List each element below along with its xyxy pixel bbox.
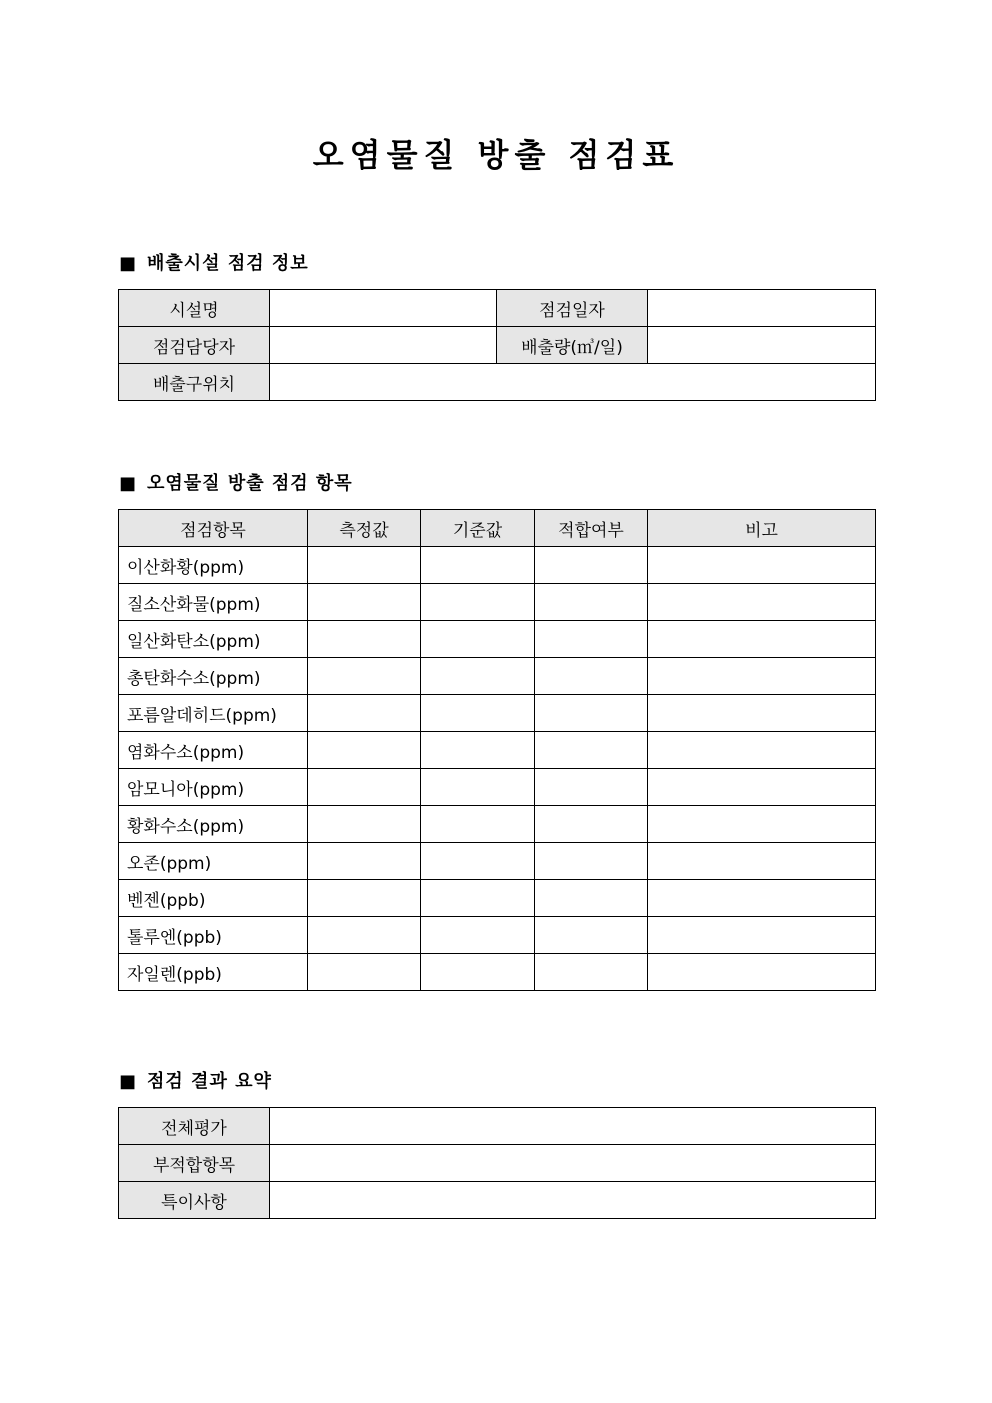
black-square-icon: ■ bbox=[119, 473, 138, 494]
note-field[interactable] bbox=[648, 806, 876, 843]
special-notes-field[interactable] bbox=[270, 1182, 876, 1219]
emission-amount-field[interactable] bbox=[648, 327, 876, 364]
measured-value-field[interactable] bbox=[308, 843, 421, 880]
column-header-item: 점검항목 bbox=[119, 510, 308, 547]
pollutant-name-cell: 염화수소(ppm) bbox=[119, 732, 308, 769]
standard-value-field[interactable] bbox=[421, 695, 535, 732]
note-field[interactable] bbox=[648, 621, 876, 658]
standard-value-field[interactable] bbox=[421, 954, 535, 991]
measured-value-field[interactable] bbox=[308, 917, 421, 954]
note-field[interactable] bbox=[648, 547, 876, 584]
standard-value-field[interactable] bbox=[421, 769, 535, 806]
standard-value-field[interactable] bbox=[421, 806, 535, 843]
nonconforming-items-label: 부적합항목 bbox=[119, 1145, 270, 1182]
special-notes-label: 특이사항 bbox=[119, 1182, 270, 1219]
section-heading-summary-text: 점검 결과 요약 bbox=[147, 1071, 272, 1092]
overall-evaluation-field[interactable] bbox=[270, 1108, 876, 1145]
inspector-label: 점검담당자 bbox=[119, 327, 270, 364]
standard-value-field[interactable] bbox=[421, 843, 535, 880]
section-heading-facility-text: 배출시설 점검 정보 bbox=[147, 253, 309, 274]
table-row bbox=[119, 584, 876, 621]
pollutant-name-cell: 황화수소(ppm) bbox=[119, 806, 308, 843]
pollutant-name-cell: 오존(ppm) bbox=[119, 843, 308, 880]
table-row bbox=[119, 917, 876, 954]
table-row bbox=[119, 880, 876, 917]
table-row bbox=[119, 364, 876, 401]
document-title: 오염물질 방출 점검표 bbox=[312, 136, 680, 174]
nonconforming-items-field[interactable] bbox=[270, 1145, 876, 1182]
table-row bbox=[119, 547, 876, 584]
standard-value-field[interactable] bbox=[421, 732, 535, 769]
note-field[interactable] bbox=[648, 917, 876, 954]
column-header-note: 비고 bbox=[648, 510, 876, 547]
compliance-field[interactable] bbox=[535, 547, 648, 584]
inspection-date-label: 점검일자 bbox=[497, 290, 648, 327]
table-row bbox=[119, 843, 876, 880]
measured-value-field[interactable] bbox=[308, 806, 421, 843]
table-row bbox=[119, 954, 876, 991]
pollutant-name-cell: 포름알데히드(ppm) bbox=[119, 695, 308, 732]
table-header-row bbox=[119, 510, 876, 547]
table-row bbox=[119, 1145, 876, 1182]
compliance-field[interactable] bbox=[535, 658, 648, 695]
measured-value-field[interactable] bbox=[308, 769, 421, 806]
section-heading-summary bbox=[119, 1070, 272, 1094]
column-header-measured: 측정값 bbox=[308, 510, 421, 547]
table-row bbox=[119, 806, 876, 843]
pollutant-name-cell: 질소산화물(ppm) bbox=[119, 584, 308, 621]
column-header-standard: 기준값 bbox=[421, 510, 535, 547]
measured-value-field[interactable] bbox=[308, 695, 421, 732]
pollutant-name-cell: 암모니아(ppm) bbox=[119, 769, 308, 806]
compliance-field[interactable] bbox=[535, 917, 648, 954]
facility-info-table bbox=[118, 289, 876, 401]
measured-value-field[interactable] bbox=[308, 621, 421, 658]
compliance-field[interactable] bbox=[535, 806, 648, 843]
measured-value-field[interactable] bbox=[308, 880, 421, 917]
note-field[interactable] bbox=[648, 732, 876, 769]
overall-evaluation-label: 전체평가 bbox=[119, 1108, 270, 1145]
note-field[interactable] bbox=[648, 769, 876, 806]
standard-value-field[interactable] bbox=[421, 621, 535, 658]
note-field[interactable] bbox=[648, 843, 876, 880]
outlet-location-label: 배출구위치 bbox=[119, 364, 270, 401]
table-row bbox=[119, 621, 876, 658]
inspector-field[interactable] bbox=[270, 327, 497, 364]
pollutant-name-cell: 벤젠(ppb) bbox=[119, 880, 308, 917]
table-row bbox=[119, 658, 876, 695]
compliance-field[interactable] bbox=[535, 880, 648, 917]
facility-name-label: 시설명 bbox=[119, 290, 270, 327]
compliance-field[interactable] bbox=[535, 769, 648, 806]
measured-value-field[interactable] bbox=[308, 584, 421, 621]
note-field[interactable] bbox=[648, 695, 876, 732]
measured-value-field[interactable] bbox=[308, 954, 421, 991]
summary-table bbox=[118, 1107, 876, 1219]
outlet-location-field[interactable] bbox=[270, 364, 876, 401]
emission-amount-label: 배출량(㎥/일) bbox=[497, 327, 648, 364]
compliance-field[interactable] bbox=[535, 954, 648, 991]
standard-value-field[interactable] bbox=[421, 584, 535, 621]
compliance-field[interactable] bbox=[535, 584, 648, 621]
table-row bbox=[119, 327, 876, 364]
measured-value-field[interactable] bbox=[308, 658, 421, 695]
note-field[interactable] bbox=[648, 880, 876, 917]
measured-value-field[interactable] bbox=[308, 732, 421, 769]
table-row bbox=[119, 1182, 876, 1219]
black-square-icon: ■ bbox=[119, 253, 138, 274]
compliance-field[interactable] bbox=[535, 843, 648, 880]
table-row bbox=[119, 290, 876, 327]
standard-value-field[interactable] bbox=[421, 547, 535, 584]
table-row bbox=[119, 695, 876, 732]
compliance-field[interactable] bbox=[535, 732, 648, 769]
black-square-icon: ■ bbox=[119, 1071, 138, 1092]
table-row bbox=[119, 732, 876, 769]
pollutant-name-cell: 총탄화수소(ppm) bbox=[119, 658, 308, 695]
standard-value-field[interactable] bbox=[421, 880, 535, 917]
standard-value-field[interactable] bbox=[421, 917, 535, 954]
section-heading-items bbox=[119, 472, 353, 496]
facility-name-field[interactable] bbox=[270, 290, 497, 327]
standard-value-field[interactable] bbox=[421, 658, 535, 695]
pollutant-name-cell: 일산화탄소(ppm) bbox=[119, 621, 308, 658]
inspection-date-field[interactable] bbox=[648, 290, 876, 327]
pollutant-name-cell: 이산화황(ppm) bbox=[119, 547, 308, 584]
pollutant-name-cell: 자일렌(ppb) bbox=[119, 954, 308, 991]
table-row bbox=[119, 1108, 876, 1145]
compliance-field[interactable] bbox=[535, 621, 648, 658]
note-field[interactable] bbox=[648, 658, 876, 695]
measured-value-field[interactable] bbox=[308, 547, 421, 584]
note-field[interactable] bbox=[648, 954, 876, 991]
pollutant-name-cell: 톨루엔(ppb) bbox=[119, 917, 308, 954]
pollutant-items-table bbox=[118, 509, 876, 991]
compliance-field[interactable] bbox=[535, 695, 648, 732]
table-row bbox=[119, 769, 876, 806]
section-heading-facility bbox=[119, 252, 309, 276]
section-heading-items-text: 오염물질 방출 점검 항목 bbox=[147, 473, 353, 494]
column-header-compliance: 적합여부 bbox=[535, 510, 648, 547]
note-field[interactable] bbox=[648, 584, 876, 621]
